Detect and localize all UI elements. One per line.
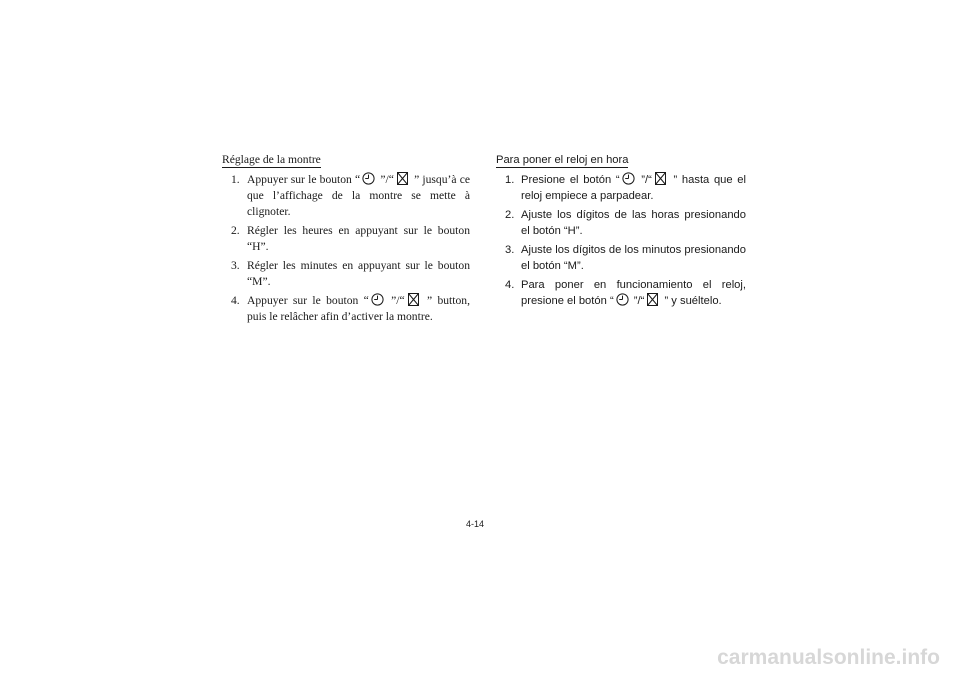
clock-icon bbox=[616, 293, 629, 306]
spanish-steps bbox=[496, 172, 746, 309]
french-column bbox=[222, 152, 470, 328]
step-number: 4. bbox=[505, 279, 515, 291]
step-text: ” hasta que el reloj empiece a parpadear. bbox=[521, 174, 746, 202]
hourglass-icon bbox=[654, 172, 667, 185]
spanish-heading: Para poner el reloj en hora bbox=[496, 154, 629, 166]
french-step-3 bbox=[222, 258, 470, 290]
step-number: 1. bbox=[505, 174, 515, 186]
step-text: ”/“ bbox=[636, 174, 652, 186]
spanish-step-1 bbox=[496, 172, 746, 204]
step-text: ” button, puis le relâcher afin d’activer la montre. bbox=[247, 294, 470, 323]
step-text: Para poner en funcionamiento el reloj, presione el botón “ bbox=[521, 279, 746, 307]
spanish-step-3 bbox=[496, 242, 746, 274]
step-number: 3. bbox=[231, 259, 240, 272]
step-number: 1. bbox=[231, 173, 240, 186]
french-heading: Réglage de la montre bbox=[222, 153, 321, 166]
step-text: ” jusqu’à ce que l’affichage de la montre se mette à clignoter. bbox=[247, 173, 470, 218]
hourglass-icon bbox=[396, 172, 409, 185]
step-number: 2. bbox=[231, 224, 240, 237]
clock-icon bbox=[371, 293, 384, 306]
clock-icon bbox=[362, 172, 375, 185]
step-text: ”/“ bbox=[385, 294, 405, 307]
watermark: carmanualsonline.info bbox=[717, 646, 940, 669]
french-steps bbox=[222, 172, 470, 325]
step-text: Appuyer sur le bouton “ bbox=[247, 173, 361, 186]
french-step-1 bbox=[222, 172, 470, 220]
step-number: 4. bbox=[231, 294, 240, 307]
step-text: ” y suéltelo. bbox=[661, 295, 722, 307]
page-number: 4-14 bbox=[466, 519, 485, 529]
step-text: Régler les heures en appuyant sur le bouton “H”. bbox=[247, 224, 470, 253]
step-number: 2. bbox=[505, 209, 515, 221]
step-number: 3. bbox=[505, 244, 515, 256]
spanish-step-2 bbox=[496, 207, 746, 239]
step-text: Appuyer sur le bouton “ bbox=[247, 294, 369, 307]
step-text: Régler les minutes en appuyant sur le bouton “M”. bbox=[247, 259, 470, 288]
step-text: Ajuste los dígitos de las horas presionando el botón “H”. bbox=[521, 209, 746, 237]
step-text: Ajuste los dígitos de los minutos presionando el botón “M”. bbox=[521, 244, 746, 272]
step-text: Presione el botón “ bbox=[521, 174, 620, 186]
step-text: ”/“ bbox=[630, 295, 645, 307]
french-step-2 bbox=[222, 223, 470, 255]
hourglass-icon bbox=[646, 293, 659, 306]
french-step-4 bbox=[222, 293, 470, 325]
step-text: ”/“ bbox=[377, 173, 394, 186]
clock-icon bbox=[622, 172, 635, 185]
spanish-column bbox=[496, 152, 746, 312]
hourglass-icon bbox=[407, 293, 420, 306]
spanish-step-4 bbox=[496, 277, 746, 309]
